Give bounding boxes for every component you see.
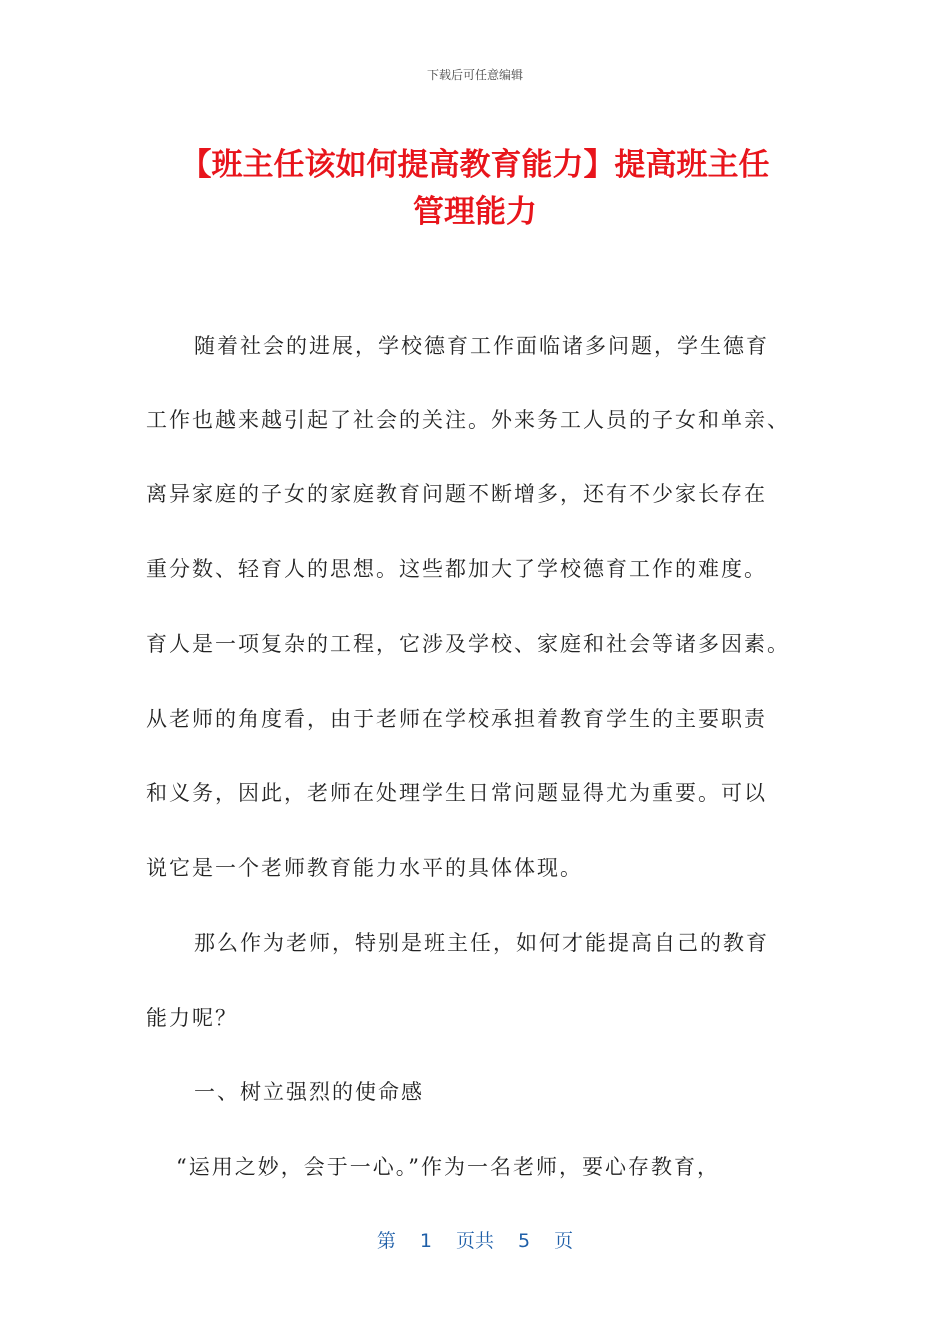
- paragraph-line: 离异家庭的子女的家庭教育问题不断增多，还有不少家长存在: [146, 482, 767, 506]
- paragraph-line: 从老师的角度看，由于老师在学校承担着教育学生的主要职责: [146, 707, 767, 731]
- paragraph-line: 工作也越来越引起了社会的关注。外来务工人员的子女和单亲、: [146, 408, 790, 432]
- title-line-2: 管理能力: [413, 194, 537, 230]
- footer-prefix: 第: [376, 1230, 396, 1252]
- page-footer: [0, 1226, 950, 1253]
- footer-page-number: 1: [419, 1230, 432, 1252]
- paragraph-line: “运用之妙，会于一心。”作为一名老师，要心存教育，: [176, 1155, 720, 1179]
- paragraph-line: 随着社会的进展，学校德育工作面临诸多问题，学生德育: [194, 334, 769, 358]
- paragraph-line: 育人是一项复杂的工程，它涉及学校、家庭和社会等诸多因素。: [146, 632, 790, 656]
- paragraph-line: 说它是一个老师教育能力水平的具体体现。: [146, 856, 583, 880]
- paragraph-line: 那么作为老师，特别是班主任，如何才能提高自己的教育: [194, 931, 769, 955]
- footer-middle: 页共: [455, 1230, 494, 1252]
- document-title: [120, 142, 830, 236]
- footer-suffix: 页: [554, 1230, 574, 1252]
- paragraph-line: 重分数、轻育人的思想。这些都加大了学校德育工作的难度。: [146, 557, 767, 581]
- paragraph-line: 和义务，因此，老师在处理学生日常问题显得尤为重要。可以: [146, 781, 767, 805]
- footer-total-pages: 5: [518, 1230, 531, 1252]
- header-note: 下载后可任意编辑: [426, 68, 523, 82]
- title-line-1: 【班主任该如何提高教育能力】提高班主任: [180, 147, 770, 183]
- paragraph-line: 能力呢？: [146, 1006, 238, 1030]
- section-heading: 一、树立强烈的使命感: [194, 1080, 424, 1104]
